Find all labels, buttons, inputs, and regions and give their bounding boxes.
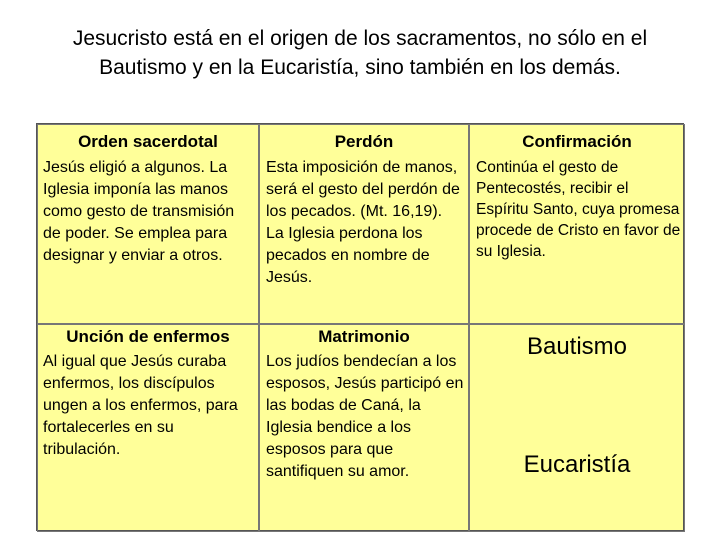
cell-text: Los judíos bendecían a los esposos, Jesús participó en las bodas de Caná, la Iglesia bendice a los esposos para que santifiquen su amor. bbox=[266, 353, 464, 480]
cell-text: Esta imposición de manos, será el gesto del perdón de los pecados. (Mt. 16,19). La Iglesia perdona los pecados en nombre de Jesús. bbox=[266, 159, 460, 286]
cell-heading: Unción de enfermos bbox=[66, 327, 230, 346]
cell-uncion-de-enfermos bbox=[37, 324, 259, 532]
cell-text: Al igual que Jesús curaba enfermos, los discípulos ungen a los enfermos, para fortalecerles en su tribulación. bbox=[43, 353, 238, 458]
cell-confirmacion bbox=[469, 124, 685, 324]
cell-matrimonio bbox=[259, 324, 469, 532]
cell-heading: Orden sacerdotal bbox=[78, 132, 218, 151]
label-eucaristia: Eucaristía bbox=[523, 451, 631, 478]
cell-bautismo-eucaristia bbox=[469, 324, 685, 532]
cell-heading: Perdón bbox=[334, 132, 394, 151]
cell-text: Jesús eligió a algunos. La Iglesia imponía las manos como gesto de transmisión de poder. Se emplea para designar y enviar a otros. bbox=[43, 159, 235, 264]
sacraments-table bbox=[36, 123, 684, 531]
label-bautismo: Bautismo bbox=[526, 333, 628, 360]
cell-text: Continúa el gesto de Pentecostés, recibir el Espíritu Santo, cuya promesa procede de Cristo en favor de su Iglesia. bbox=[476, 159, 681, 260]
cell-orden-sacerdotal bbox=[37, 124, 259, 324]
cell-heading: Confirmación bbox=[522, 132, 632, 151]
cell-heading: Matrimonio bbox=[318, 327, 410, 346]
cell-perdon bbox=[259, 124, 469, 324]
page-title: Jesucristo está en el origen de los sacramentos, no sólo en el Bautismo y en la Eucaristía, sino también en los demás. bbox=[72, 27, 648, 79]
